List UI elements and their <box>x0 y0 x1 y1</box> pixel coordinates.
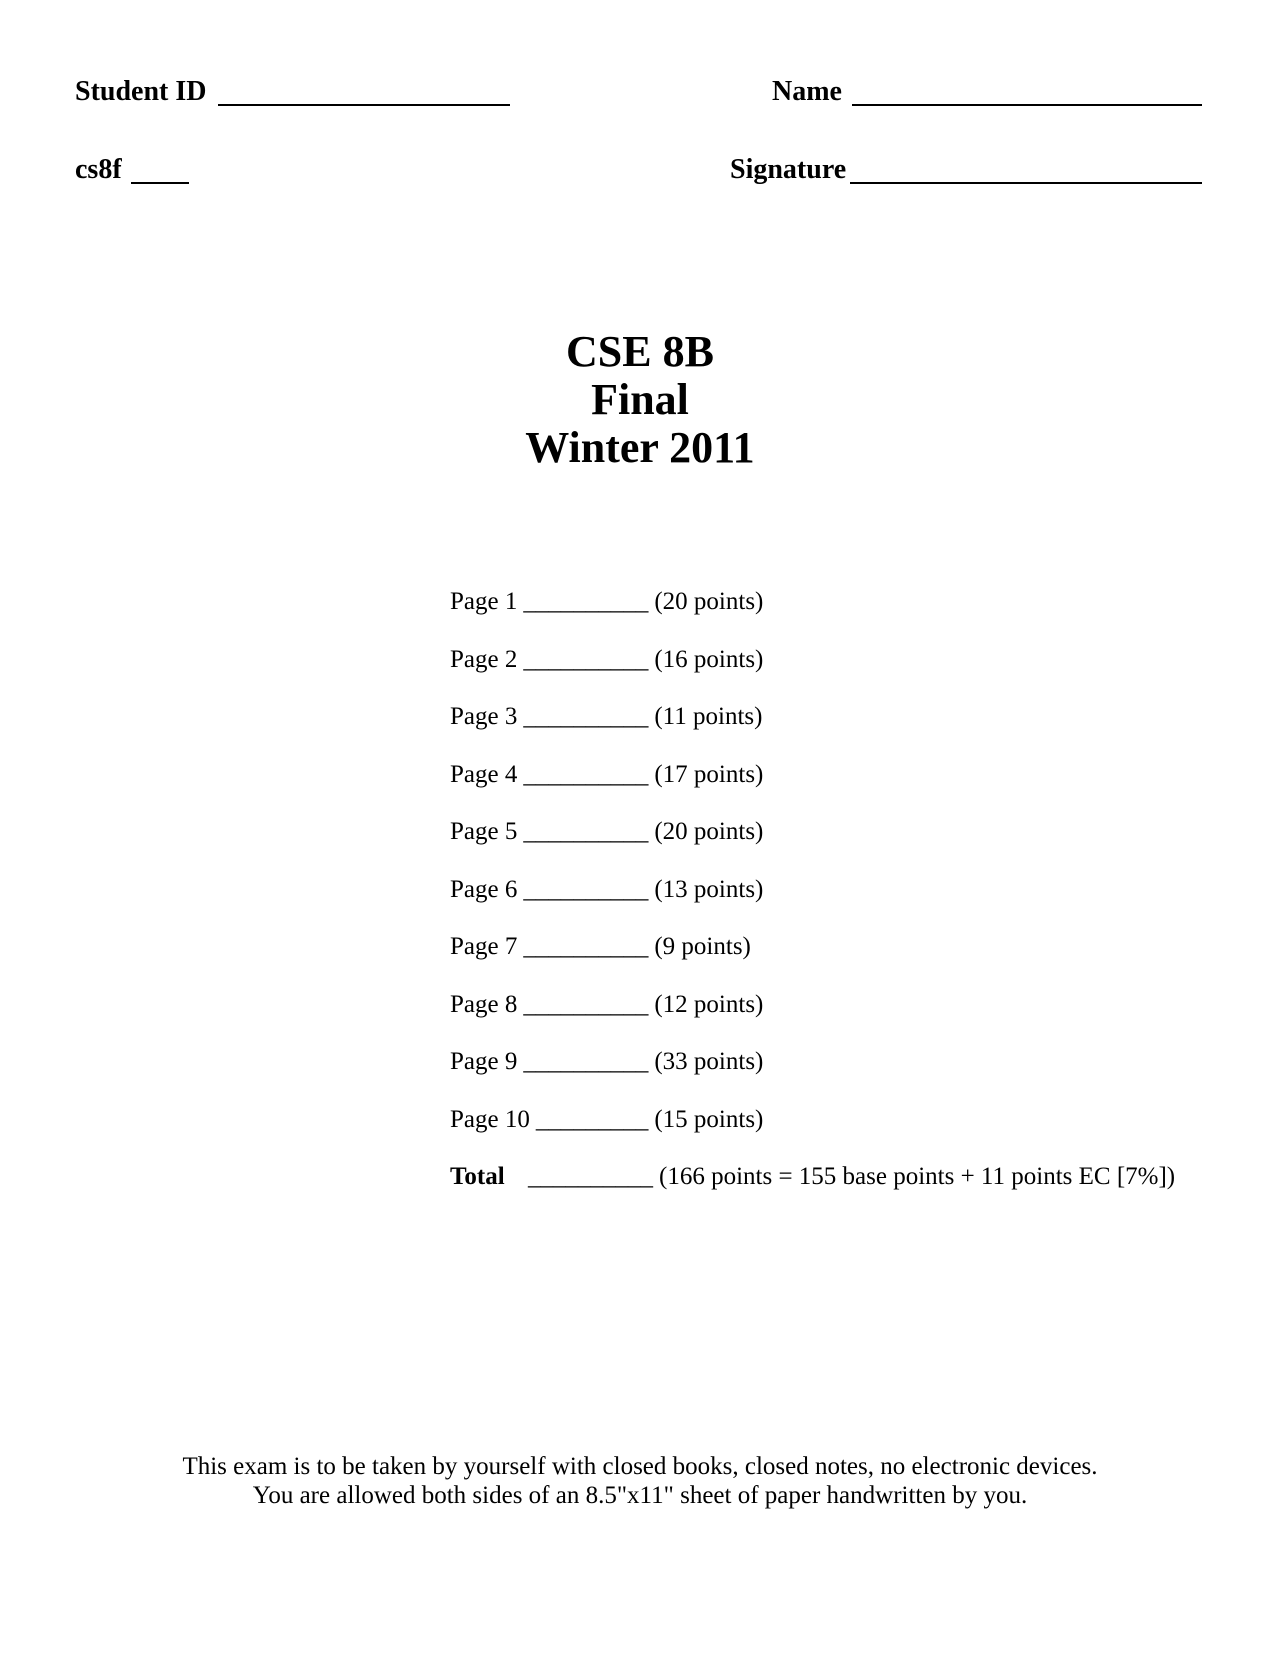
score-row <box>450 1047 763 1077</box>
name-label: Name <box>772 76 842 107</box>
score-row <box>450 817 763 847</box>
exam-type: Final <box>591 375 689 424</box>
exam-title <box>0 328 1280 472</box>
score-blank[interactable]: _________ <box>535 1106 649 1133</box>
exam-instructions <box>0 1452 1280 1510</box>
score-blank[interactable]: __________ <box>523 1048 649 1075</box>
score-row-label: Page 1 <box>450 588 518 615</box>
score-row-points: (20 points) <box>654 588 764 615</box>
score-blank[interactable]: __________ <box>523 761 649 788</box>
score-blank[interactable]: __________ <box>523 933 649 960</box>
score-row-points: (16 points) <box>654 646 764 673</box>
signature-label: Signature <box>730 154 847 185</box>
score-row-label: Page 5 <box>450 818 518 845</box>
score-total-blank[interactable]: __________ <box>528 1163 653 1190</box>
instructions-line-2: You are allowed both sides of an 8.5"x11" sheet of paper handwritten by you. <box>252 1482 1028 1509</box>
score-row-label: Page 4 <box>450 761 518 788</box>
score-row <box>450 875 763 905</box>
score-row-label: Page 7 <box>450 933 518 960</box>
score-blank[interactable]: __________ <box>523 703 649 730</box>
score-row <box>450 645 763 675</box>
score-row <box>450 932 751 962</box>
section-field[interactable] <box>131 182 189 184</box>
score-row-label: Page 8 <box>450 991 518 1018</box>
course-title: CSE 8B <box>566 327 714 376</box>
instructions-line-1: This exam is to be taken by yourself with closed books, closed notes, no electronic devices. <box>182 1453 1098 1480</box>
score-row-label: Page 6 <box>450 876 518 903</box>
score-blank[interactable]: __________ <box>523 991 649 1018</box>
score-row-points: (12 points) <box>654 991 764 1018</box>
exam-term: Winter 2011 <box>525 423 755 472</box>
score-row <box>450 760 763 790</box>
score-row-points: (33 points) <box>654 1048 764 1075</box>
score-total-row <box>450 1162 1175 1192</box>
score-blank[interactable]: __________ <box>523 646 649 673</box>
score-row-label: Page 10 <box>450 1106 530 1133</box>
score-row-points: (20 points) <box>654 818 764 845</box>
score-row-label: Page 9 <box>450 1048 518 1075</box>
name-field[interactable] <box>852 104 1202 106</box>
score-row-label: Page 2 <box>450 646 518 673</box>
score-total-label: Total <box>450 1163 505 1190</box>
score-row <box>450 1105 763 1135</box>
score-row-points: (15 points) <box>654 1106 764 1133</box>
score-total-points: (166 points = 155 base points + 11 points EC [7%]) <box>659 1163 1176 1190</box>
score-blank[interactable]: __________ <box>523 818 649 845</box>
score-row <box>450 990 763 1020</box>
score-blank[interactable]: __________ <box>523 876 649 903</box>
signature-field[interactable] <box>850 182 1202 184</box>
score-row-points: (17 points) <box>654 761 764 788</box>
score-blank[interactable]: __________ <box>523 588 649 615</box>
score-row <box>450 587 763 617</box>
section-label: cs8f <box>75 154 122 185</box>
score-row-label: Page 3 <box>450 703 518 730</box>
score-row-points: (13 points) <box>654 876 764 903</box>
score-row-points: (11 points) <box>654 703 763 730</box>
student-id-field[interactable] <box>218 104 510 106</box>
student-id-label: Student ID <box>75 76 207 107</box>
score-row-points: (9 points) <box>654 933 751 960</box>
score-row <box>450 702 762 732</box>
